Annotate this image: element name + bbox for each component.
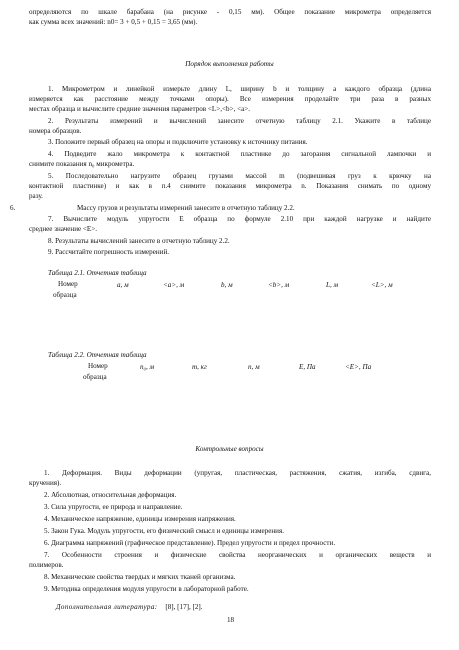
step-2-line-1: 2. Результаты измерений и вычислений занесите отчетную таблицу 2.1. Укажите в таблице <box>48 117 431 125</box>
step-5-line-3: разу. <box>29 192 43 200</box>
step-8: 8. Результаты вычислений занесите в отчетную таблицу 2.2. <box>48 237 230 245</box>
literature-line <box>56 603 203 612</box>
table-2-2-header-n: n, м <box>248 363 260 371</box>
step-1-line-2: измеряется как расстояние между точками опоры). Все измерения проделайте три раза в разных <box>29 95 431 103</box>
questions-heading: Контрольные вопросы <box>195 445 264 453</box>
question-1-line-1: 1. Деформация. Виды деформации (упругая, пластическая, растяжения, сжатия, изгиба, сдвига, <box>44 469 431 477</box>
question-7-line-1: 7. Особенности строения и физические свойства неорганических и органических веществ и <box>44 551 431 559</box>
table-2-1-header-l: L, м <box>326 281 339 289</box>
question-5: 5. Закон Гука. Модуль упругости, его физический смысл и единицы измерения. <box>44 527 284 535</box>
step-1-line-1: 1. Микрометром и линейкой измерьте длину L, ширину b и толщину a каждого образца (длина <box>48 85 431 93</box>
step-9: 9. Рассчитайте погрешность измерений. <box>48 248 170 256</box>
step-5-line-2: контактной пластинке) и как в п.4 снимите показания микрометра n. Показания снимать по одному <box>29 182 431 190</box>
table-2-1-header-a: a, м <box>117 281 129 289</box>
intro-line-1: определяются по шкале барабана (на рисунке - 0,15 мм). Общее показание микрометра определяется <box>29 8 431 16</box>
table-2-1-header-avg-b: <b>, м <box>268 281 290 289</box>
table-2-2-header-e: E, Па <box>299 363 316 371</box>
table-2-1-header-avg-a: <a>, м <box>163 281 185 289</box>
question-9: 9. Методика определения модуля упругости в лабораторной работе. <box>44 585 249 593</box>
question-8: 8. Механические свойства твердых и мягких тканей организма. <box>44 573 236 581</box>
step-6-number: 6. <box>10 204 16 212</box>
step-3: 3. Положите первый образец на опоры и подключите установку к источнику питания. <box>48 138 308 146</box>
question-7-line-2: полимеров. <box>29 561 64 569</box>
step-4-line-2: снимите показания n₀ микрометра. <box>29 160 135 168</box>
page-number: 18 <box>227 616 235 624</box>
step-4-line-1: 4. Подведите жало микрометра к контактной пластинке до загорания сигнальной лампочки и <box>48 150 431 158</box>
question-6: 6. Диаграмма напряжений (графическое представление). Предел упругости и предел прочности. <box>44 539 336 547</box>
step-5-line-1: 5. Последовательно нагрузите образец грузами массой m (подвешивая груз к крючку на <box>48 172 431 180</box>
step-1-line-3: местах образца и вычислите средние значения параметров <L>,<b>, <a>. <box>29 105 251 113</box>
table-2-2-header-m: m, кг <box>192 363 207 371</box>
table-2-1-header-avg-l: <L>, м <box>371 281 393 289</box>
step-7-line-1: 7. Вычислите модуль упругости E образца по формуле 2.10 при каждой нагрузке и найдите <box>48 215 431 223</box>
question-4: 4. Механическое напряжение, единицы измерения напряжения. <box>44 515 236 523</box>
table-2-2-row-label-line-2: образца <box>83 373 107 381</box>
literature-refs: [8], [17], [2]. <box>165 603 203 611</box>
table-2-1-header-b: b, м <box>221 281 233 289</box>
step-7-line-2: среднее значение <E>. <box>29 225 98 233</box>
table-2-1-row-label-line-2: образца <box>53 291 77 299</box>
procedure-heading: Порядок выполнения работы <box>185 60 274 68</box>
question-1-line-2: кручения). <box>29 479 62 487</box>
question-3: 3. Сила упругости, ее природа и направление. <box>44 503 183 511</box>
intro-line-2: как сумма всех значений: n0= 3 + 0,5 + 0,15 = 3,65 (мм). <box>29 18 198 26</box>
table-2-1-row-label-line-1: Номер <box>58 280 78 288</box>
table-2-1-caption: Таблица 2.1. Отчетная таблица <box>48 269 147 277</box>
table-2-2-row-label-line-1: Номер <box>88 362 108 370</box>
table-2-2-caption: Таблица 2.2. Отчетная таблица <box>48 351 147 359</box>
step-2-line-2: номера образцов. <box>29 127 82 135</box>
table-2-2-header-avg-e: <E>, Па <box>345 363 372 371</box>
literature-label: Дополнительная литература: <box>56 603 158 611</box>
question-2: 2. Абсолютная, относительная деформация. <box>44 491 177 499</box>
step-6: Массу грузов и результаты измерений занесите в отчетную таблицу 2.2. <box>77 204 295 212</box>
table-2-2-header-n0: n₀, м <box>140 363 155 371</box>
